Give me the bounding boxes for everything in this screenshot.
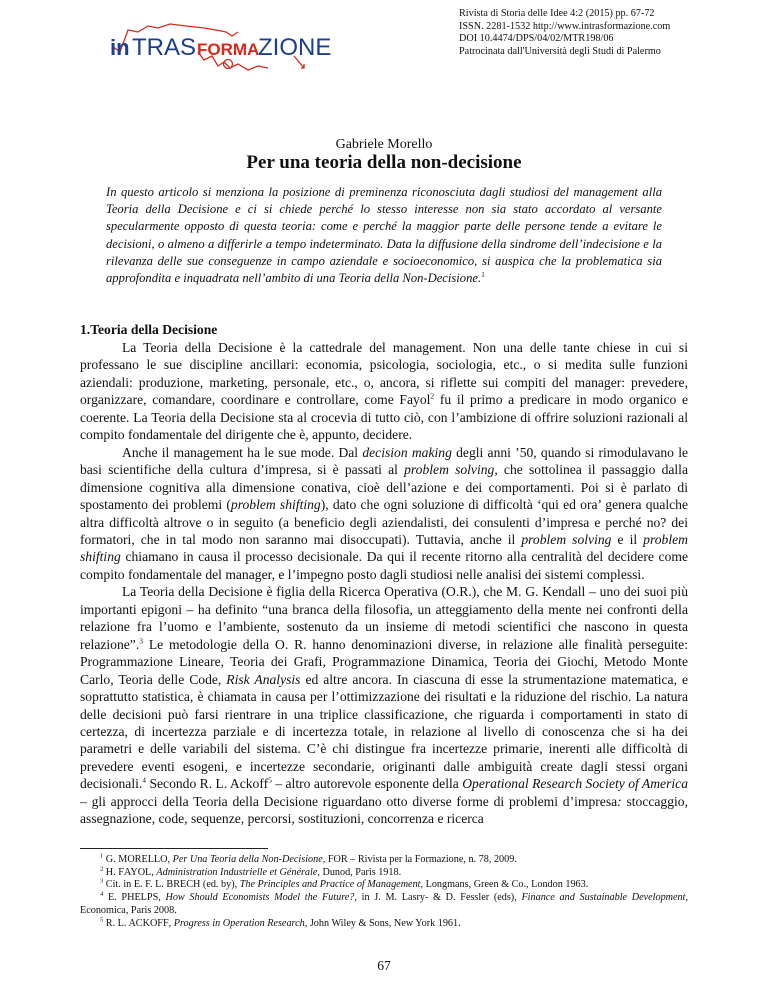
- footnote: $^5$ R. L. ACKOFF, Progress in Operation Research, John Wiley & Sons, New York 1961.: [100, 916, 461, 929]
- footnote: $^4$ E. PHELPS, How Should Economists Model the Future?, in J. M. Lasry- & D. Fessler (eds), Finance and Sustainable Development, Economica, Paris 2008.: [80, 890, 689, 916]
- article-abstract: [106, 184, 662, 287]
- footnote-ref: 4: [142, 775, 147, 785]
- body-paragraph: Anche il management ha le sue mode. Dal decision making degli anni ’50, quando si rimodulavano le basi scientifiche della cultura d’impresa, si è passati al problem solving, che sottolinea il passaggio dalla dimensione cognitiva alla dimensione conativa, cioè dell’azione e dei comportamenti. Poi si è parlato di spostamento dei problemi (problem shifting), dato che ogni soluzione di difficoltà ‘qui ed ora’ genera qualche altra difficoltà altrove o in seguito (a beneficio degli aziendalisti, dei consulenti d’impresa e perché no? dei formatori, che in tal modo non saranno mai disoccupati). Tuttavia, anche il problem solving e il problem shifting chiamano in causa il processo decisionale. Da qui il recente ritorno alla centralità del decidere come compito fondamentale del manager, e l’impegno posto dagli studiosi nelle analisi dei sistemi complessi.: [80, 444, 689, 582]
- journal-logo: [108, 22, 348, 74]
- journal-citation: Rivista di Storia delle Idee 4:2 (2015) pp. 67-72: [459, 8, 655, 19]
- body-paragraph: La Teoria della Decisione è la cattedrale del management. Non una delle tante chiese in cui si professano le sue discipline ancillari: economia, psicologia, sociologia, etc., o si medita sulle funzioni aziendali: produzione, marketing, personale, etc., o, ancora, si riflette sui compiti del manager: prevedere, organizzare, comandare, coordinare e controllare, come Fayol$^2$ fu il primo a predicare in modo organico e coerente. La Teoria della Decisione sta al crocevia di tutto ciò, con l’ambizione di offrire soluzioni razionali al compito fondamentale del dirigente che è, appunto, decidere.: [80, 340, 688, 443]
- footnote: $^1$ G. MORELLO, Per Una Teoria della Non-Decisione, FOR – Rivista per la Formazione, n. 78, 2009.: [100, 852, 517, 865]
- footnote: $^2$ H. FAYOL, Administration Industrielle et Générale, Dunod, Paris 1918.: [100, 865, 402, 878]
- logo-in: in: [110, 35, 130, 60]
- logo-zione: ZIONE: [258, 34, 332, 61]
- footnote-ref: 1: [481, 269, 485, 279]
- footnote-ref: 2: [430, 391, 435, 401]
- article-title: Per una teoria della non-decisione: [246, 152, 522, 173]
- journal-patronage: Patrocinata dall'Università degli Studi di Palermo: [459, 45, 661, 57]
- abstract-text: In questo articolo si menziona la posizione di preminenza riconosciuta dagli studiosi del management alla Teoria della Decisione e ci si chiede perché lo stesso interesse non sia stato accordato al versante specularmente opposto di questa teoria: come e perché la maggior parte delle persone tende a evitare le decisioni, o almeno a differirle a tempo indeterminato. Data la diffusione della sindrome dell’indecisione e la rilevanza delle sue conseguenze in campo aziendale e socioeconomico, si auspica che la problematica sia approfondita e inquadrata nell’ambito di una Teoria della Non-Decisione.: [106, 185, 662, 286]
- article-body: [80, 339, 688, 828]
- footnote-separator: [80, 848, 268, 849]
- article-author: Gabriele Morello: [335, 137, 433, 152]
- footnotes: [80, 854, 688, 930]
- journal-doi: DOI 10.4474/DPS/04/02/MTR198/06: [459, 33, 614, 45]
- logo-forma: FORMA: [197, 40, 260, 59]
- page-number: 67: [377, 958, 391, 973]
- body-paragraph: La Teoria della Decisione è figlia della Ricerca Operativa (O.R.), che M. G. Kendall – uno dei suoi più importanti epigoni – ha definito “una branca della filosofia, un atteggiamento della mente nei confronti della relazione fra l’uomo e l’ambiente, sostenuto da un insieme di metodi scientifici che nascono in questa relazione”.$^3$ Le metodologie della O. R. hanno denominazioni diverse, in relazione alle finalità perseguite: Programmazione Lineare, Teoria dei Grafi, Programmazione Dinamica, Teoria dei Giochi, Metodo Monte Carlo, Teoria delle Code, Risk Analysis ed altre ancora. In ciascuna di esse la strumentazione matematica, e soprattutto statistica, è chiamata in causa per l’ottimizzazione dei risultati e la riduzione del rischio. La natura delle decisioni può farsi rientrare in una triplice classificazione, che riguarda i comportamenti in stato di certezza, di incertezza parziale e di incertezza totale, in relazione al livello di conoscenza che si ha dei parametri e delle variabili del sistema. C’è chi distingue fra incertezze primarie, inerenti alle difficoltà di prevedere eventi esogeni, e incertezze secondarie, originanti dalle ambiguità create dagli stessi organi decisionali.$^4$ Secondo R. L. Ackoff$^5$ – altro autorevole esponente della Operational Research Society of America – gli approcci della Teoria della Decisione riguardano otto diverse forme di problemi d’impresa: stoccaggio, assegnazione, code, sequenze, percorsi, sostituzioni, concorrenza e ricerca: [80, 584, 688, 827]
- journal-issn: ISSN. 2281-1532 http://www.intrasformazione.com: [459, 20, 671, 32]
- footnote: $^3$ Cit. in E. F. L. BRECH (ed. by), The Principles and Practice of Management, Longmans, Green & Co., London 1963.: [100, 878, 589, 891]
- journal-header-meta: [459, 8, 670, 58]
- logo-tras: TRAS: [132, 34, 197, 61]
- footnote-ref: 5: [268, 775, 272, 785]
- section-heading: 1.Teoria della Decisione: [80, 322, 218, 337]
- footnote-ref: 3: [139, 636, 143, 646]
